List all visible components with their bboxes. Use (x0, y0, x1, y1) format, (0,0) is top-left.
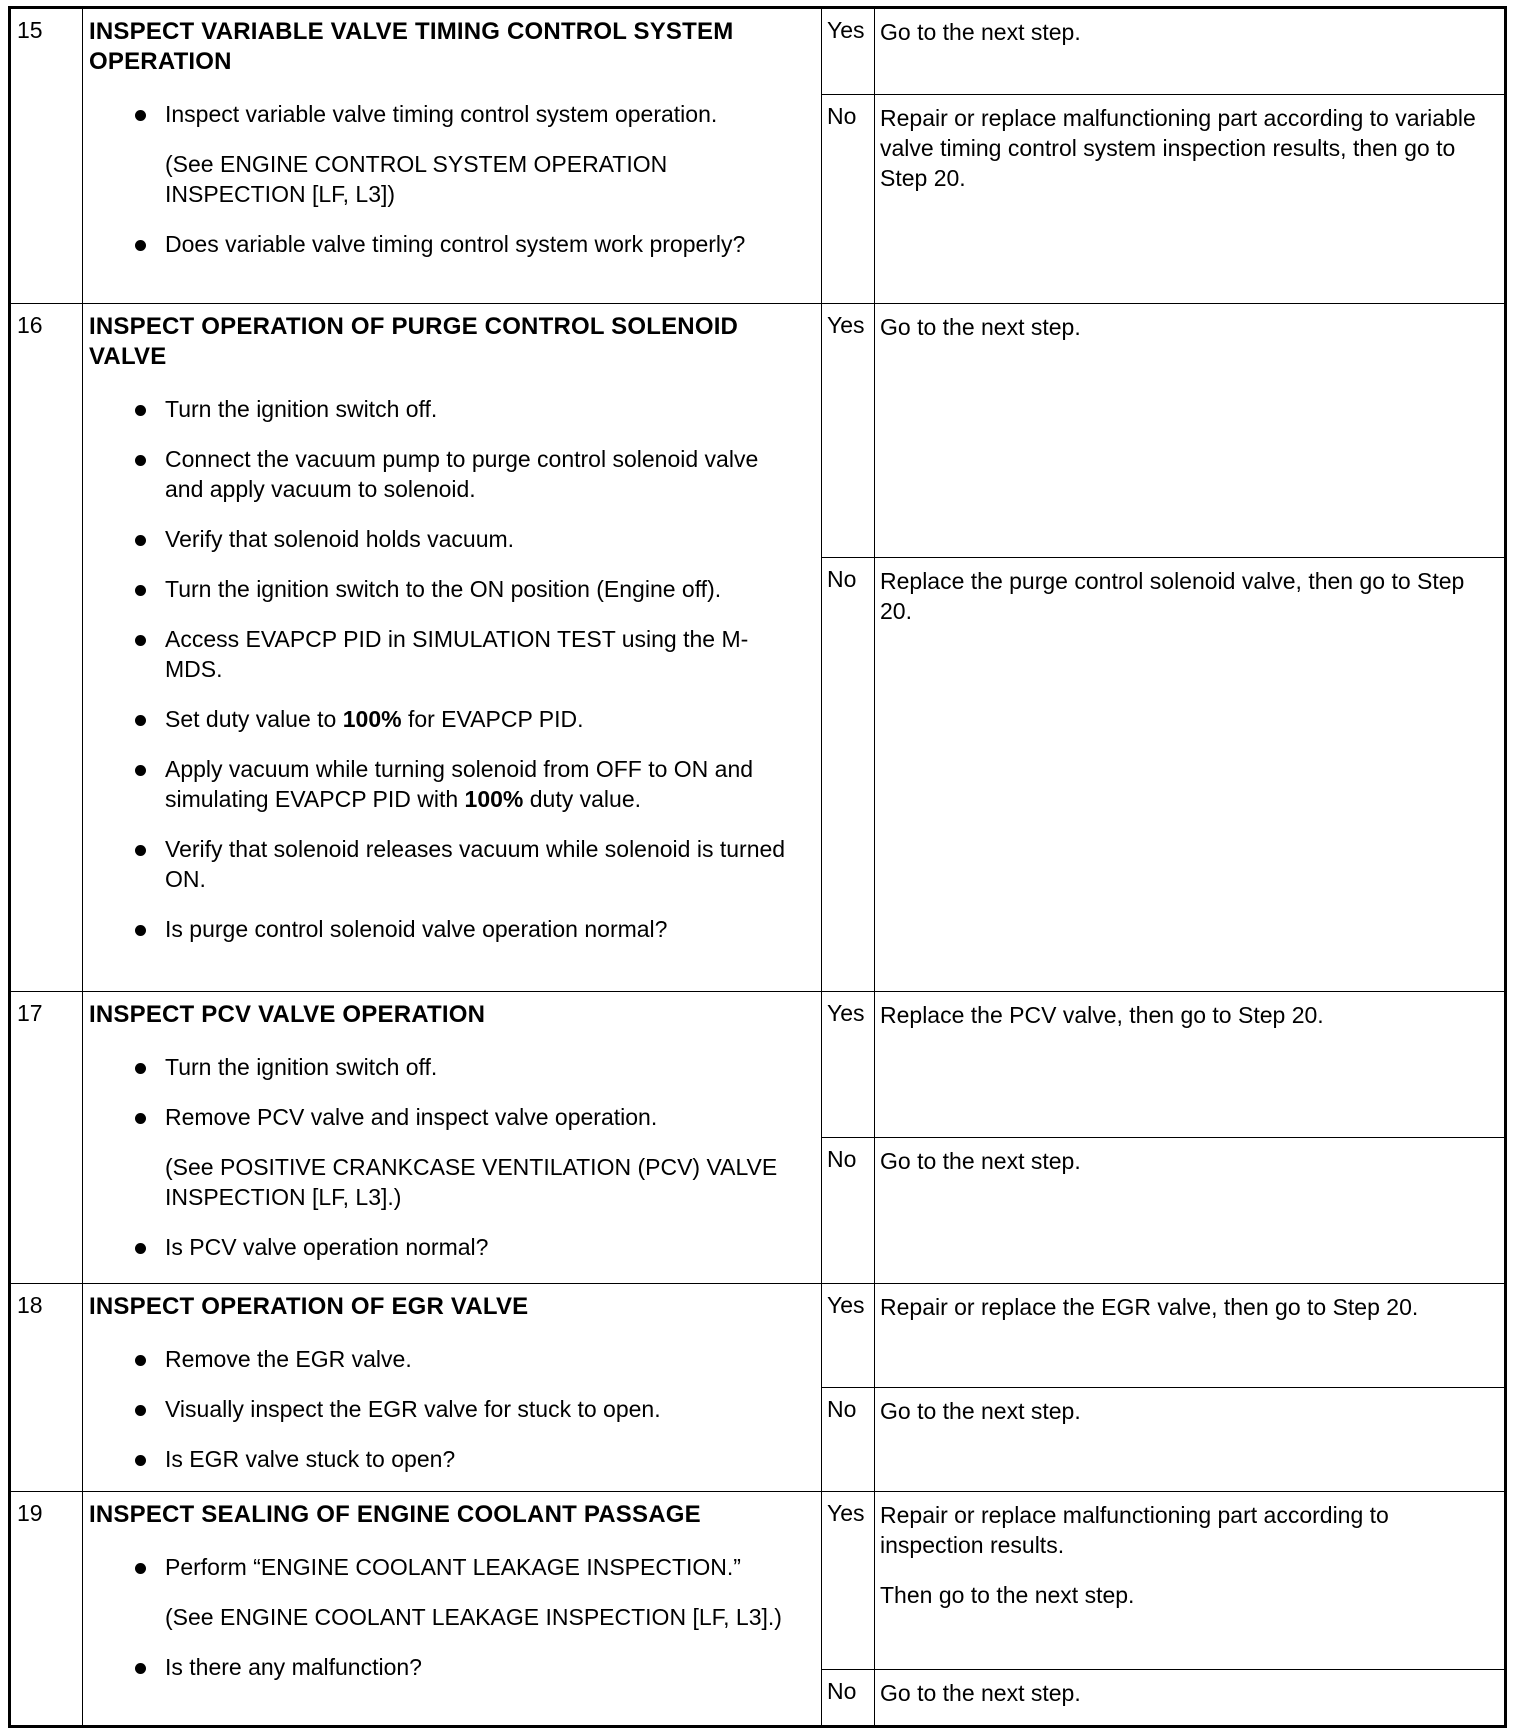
no-label: No (827, 1146, 857, 1172)
yes-result-cell (875, 1284, 1506, 1388)
step-18-yes-row (10, 1284, 1506, 1388)
step-title: INSPECT OPERATION OF PURGE CONTROL SOLENOID VALVE (89, 313, 739, 370)
step-title: INSPECT PCV VALVE OPERATION (89, 1001, 486, 1028)
yes-result: Replace the PCV valve, then go to Step 20. (880, 1002, 1324, 1028)
reference-note: (See POSITIVE CRANKCASE VENTILATION (PCV) VALVE INSPECTION [LF, L3].) (165, 1154, 778, 1210)
step-number: 19 (17, 1500, 43, 1526)
step-number: 17 (17, 1000, 43, 1026)
action-item: Access EVAPCP PID in SIMULATION TEST using the M-MDS. (89, 624, 801, 684)
no-label-cell (822, 95, 875, 304)
action-item: Visually inspect the EGR valve for stuck to open. (89, 1394, 801, 1424)
no-result-cell (875, 1388, 1506, 1492)
yes-label-cell (822, 1284, 875, 1388)
duty-value: 100% (464, 786, 524, 812)
yes-result-followup: Then go to the next step. (880, 1582, 1135, 1608)
action-item: Set duty value to 100% for EVAPCP PID. (89, 704, 801, 734)
step-15-yes-row (10, 8, 1506, 95)
yes-result-cell (875, 8, 1506, 95)
step-number-cell (10, 8, 83, 304)
yes-result: Go to the next step. (880, 314, 1081, 340)
step-title: INSPECT OPERATION OF EGR VALVE (89, 1293, 529, 1320)
step-17-yes-row (10, 992, 1506, 1138)
step-number: 15 (17, 17, 43, 43)
yes-result-cell (875, 304, 1506, 558)
yes-label: Yes (827, 1000, 865, 1026)
yes-result-cell (875, 1492, 1506, 1670)
duty-value: 100% (342, 706, 402, 732)
step-number-cell (10, 992, 83, 1284)
action-item: Remove the EGR valve. (89, 1344, 801, 1374)
action-item: Inspect variable valve timing control system operation. (89, 99, 801, 129)
step-action-cell (83, 304, 822, 992)
yes-label: Yes (827, 17, 865, 43)
reference-note: (See ENGINE COOLANT LEAKAGE INSPECTION [LF, L3].) (165, 1604, 782, 1630)
yes-result: Repair or replace the EGR valve, then go to Step 20. (880, 1294, 1419, 1320)
step-16-yes-row (10, 304, 1506, 558)
no-result: Go to the next step. (880, 1398, 1081, 1424)
no-label: No (827, 103, 857, 129)
diagnostic-procedure-table (8, 6, 1507, 1728)
no-result-cell (875, 95, 1506, 304)
action-item: Turn the ignition switch off. (89, 1052, 801, 1082)
yes-label-cell (822, 304, 875, 558)
no-result: Go to the next step. (880, 1680, 1081, 1706)
action-item: Apply vacuum while turning solenoid from OFF to ON and simulating EVAPCP PID with 100% duty value. (89, 754, 801, 814)
step-number-cell (10, 1492, 83, 1727)
no-result-cell (875, 1670, 1506, 1727)
no-result: Go to the next step. (880, 1148, 1081, 1174)
step-number-cell (10, 1284, 83, 1492)
step-action-cell (83, 992, 822, 1284)
no-label-cell (822, 1670, 875, 1727)
yes-label: Yes (827, 1292, 865, 1318)
step-action-cell (83, 8, 822, 304)
yes-result: Go to the next step. (880, 19, 1081, 45)
no-label-cell (822, 1388, 875, 1492)
no-label: No (827, 1678, 857, 1704)
step-19-yes-row (10, 1492, 1506, 1670)
reference-note: (See ENGINE CONTROL SYSTEM OPERATION INSPECTION [LF, L3]) (165, 151, 668, 207)
no-result: Repair or replace malfunctioning part according to variable valve timing control system inspection results, then go to Step 20. (880, 105, 1476, 191)
action-question: Is EGR valve stuck to open? (89, 1444, 801, 1474)
no-result: Replace the purge control solenoid valve, then go to Step 20. (880, 568, 1465, 624)
yes-label-cell (822, 992, 875, 1138)
no-result-cell (875, 1138, 1506, 1284)
action-item: Turn the ignition switch to the ON position (Engine off). (89, 574, 801, 604)
step-number-cell (10, 304, 83, 992)
action-question: Is there any malfunction? (89, 1652, 801, 1682)
action-item: Verify that solenoid holds vacuum. (89, 524, 801, 554)
step-action-cell (83, 1492, 822, 1727)
action-item: Perform “ENGINE COOLANT LEAKAGE INSPECTION.” (89, 1552, 801, 1582)
action-question: Is PCV valve operation normal? (89, 1232, 801, 1262)
no-label: No (827, 566, 857, 592)
yes-label-cell (822, 8, 875, 95)
action-item: Connect the vacuum pump to purge control solenoid valve and apply vacuum to solenoid. (89, 444, 801, 504)
no-label-cell (822, 558, 875, 992)
step-title: INSPECT VARIABLE VALVE TIMING CONTROL SYSTEM OPERATION (89, 18, 734, 75)
no-label-cell (822, 1138, 875, 1284)
no-label: No (827, 1396, 857, 1422)
yes-result: Repair or replace malfunctioning part according to inspection results. (880, 1502, 1389, 1558)
action-item: Turn the ignition switch off. (89, 394, 801, 424)
yes-label: Yes (827, 312, 865, 338)
step-title: INSPECT SEALING OF ENGINE COOLANT PASSAGE (89, 1501, 701, 1528)
action-question: Is purge control solenoid valve operation normal? (89, 914, 801, 944)
step-action-cell (83, 1284, 822, 1492)
step-number: 18 (17, 1292, 43, 1318)
yes-label-cell (822, 1492, 875, 1670)
step-number: 16 (17, 312, 43, 338)
action-item: Remove PCV valve and inspect valve operation. (89, 1102, 801, 1132)
action-question: Does variable valve timing control system work properly? (89, 229, 801, 259)
yes-result-cell (875, 992, 1506, 1138)
no-result-cell (875, 558, 1506, 992)
action-item: Verify that solenoid releases vacuum while solenoid is turned ON. (89, 834, 801, 894)
yes-label: Yes (827, 1500, 865, 1526)
